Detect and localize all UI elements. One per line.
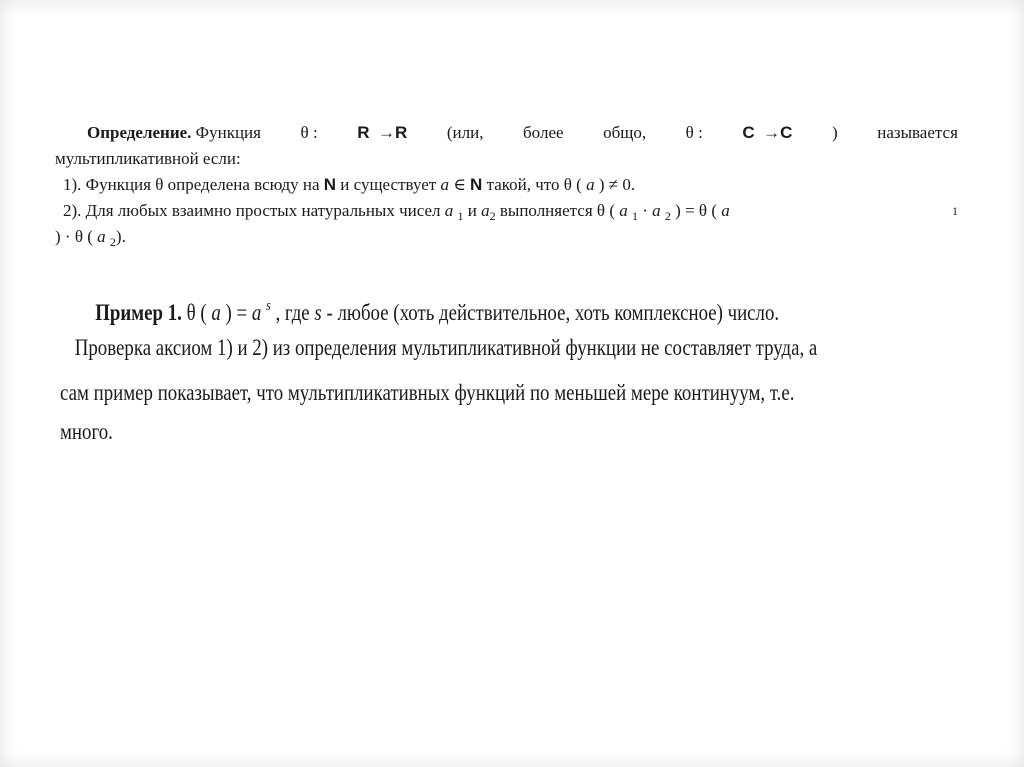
end-paren-period: ). (115, 227, 126, 246)
theta-symbol-3: θ (155, 175, 164, 194)
set-n: N (323, 175, 337, 194)
var-a1-c: a (721, 201, 730, 220)
var-a1-b: a (619, 201, 628, 220)
example-var-a: a (211, 300, 221, 325)
paren-close-2: ) (598, 175, 605, 194)
paren-open-2: ( (609, 201, 615, 220)
example-line4-text: много. (60, 419, 113, 444)
text-function: Функция (195, 123, 261, 142)
example-power-base: a (251, 300, 262, 325)
theta-symbol-4: θ (563, 175, 572, 194)
text-and: и (467, 201, 477, 220)
axiom1-exists: и существует (340, 175, 437, 194)
theta-symbol-5: θ (596, 201, 606, 220)
equals-sign: = (685, 201, 695, 220)
axiom1-defined: определена всюду на (167, 175, 320, 194)
sub-1-b: 1 (631, 209, 638, 223)
definition-line-2 (55, 146, 958, 172)
definition-heading: Определение. (87, 123, 192, 142)
theta-symbol-7: θ (74, 227, 83, 246)
paren-open-4: ( (87, 227, 93, 246)
text-called: называется (877, 123, 958, 142)
example-theta: θ ( (186, 300, 207, 325)
theta-symbol-2: θ (685, 123, 694, 142)
paren-close-4: ) (55, 227, 61, 246)
example-line-4 (60, 411, 960, 452)
example-block (60, 286, 818, 450)
set-c-2: C (780, 123, 793, 142)
example-label: Пример 1. (95, 300, 182, 325)
set-r: R (357, 123, 370, 142)
var-a1: a (444, 201, 454, 220)
definition-line-5 (55, 224, 958, 250)
dot-operator: · (642, 201, 648, 220)
example-line1-tail: - любое (хоть действительное, хоть комплексное) число. (326, 300, 780, 325)
definition-line-4 (55, 198, 958, 224)
var-a: a (440, 175, 449, 194)
paren-open-3: ( (711, 201, 717, 220)
text-holds: выполняется (499, 201, 593, 220)
sub-2-c: 2 (109, 235, 116, 249)
axiom2-start: 2). Для любых взаимно простых натуральных чисел (63, 201, 441, 220)
example-power-exp: s (265, 298, 271, 314)
axiom1-such-that: такой, что (486, 175, 560, 194)
definition-block (55, 120, 958, 250)
example-equals: ) = (225, 300, 248, 325)
text-multiplicative-if: мультипликативной если: (55, 149, 241, 168)
var-a2-b: a (652, 201, 661, 220)
colon: : (312, 123, 318, 142)
example-var-s: s (314, 300, 322, 325)
sub-2: 2 (489, 209, 496, 223)
example-line-1 (60, 286, 960, 327)
example-line3-text: сам пример показывает, что мультипликативных функций по меньшей мере континуум, т.е. (60, 380, 795, 405)
var-a-2: a (586, 175, 595, 194)
paren-close: ) (831, 123, 838, 142)
example-line2-text: Проверка аксиом 1) и 2) из определения мультипликативной функции не составляет труда, а (74, 335, 818, 360)
paren-close-3: ) (675, 201, 681, 220)
example-line-2 (60, 327, 960, 368)
text-general: общо, (603, 123, 647, 142)
var-a2-c: a (97, 227, 106, 246)
dot-operator-2: · (64, 227, 71, 246)
var-a2: a (481, 201, 490, 220)
arrow-symbol-2: → (763, 123, 781, 142)
arrow-symbol: → (378, 123, 396, 142)
sub-1: 1 (457, 209, 464, 223)
element-of-symbol: ∈ (453, 175, 466, 194)
sub-1-c: 1 (952, 204, 958, 218)
definition-line-3 (55, 172, 958, 198)
theta-symbol-6: θ (698, 201, 708, 220)
set-n-2: N (470, 175, 483, 194)
theta-symbol: θ (300, 123, 309, 142)
axiom1-start: 1). Функция (63, 175, 151, 194)
example-line-3 (60, 372, 960, 413)
paren-open: ( (576, 175, 582, 194)
set-r-2: R (395, 123, 408, 142)
example-where: , где (275, 300, 310, 325)
sub-2-b: 2 (664, 209, 671, 223)
text-or: (или, (446, 123, 484, 142)
colon-2: : (698, 123, 703, 142)
definition-line-1 (55, 120, 958, 146)
not-equal-zero: ≠ 0. (608, 175, 636, 194)
set-c: C (742, 123, 755, 142)
text-more: более (523, 123, 564, 142)
